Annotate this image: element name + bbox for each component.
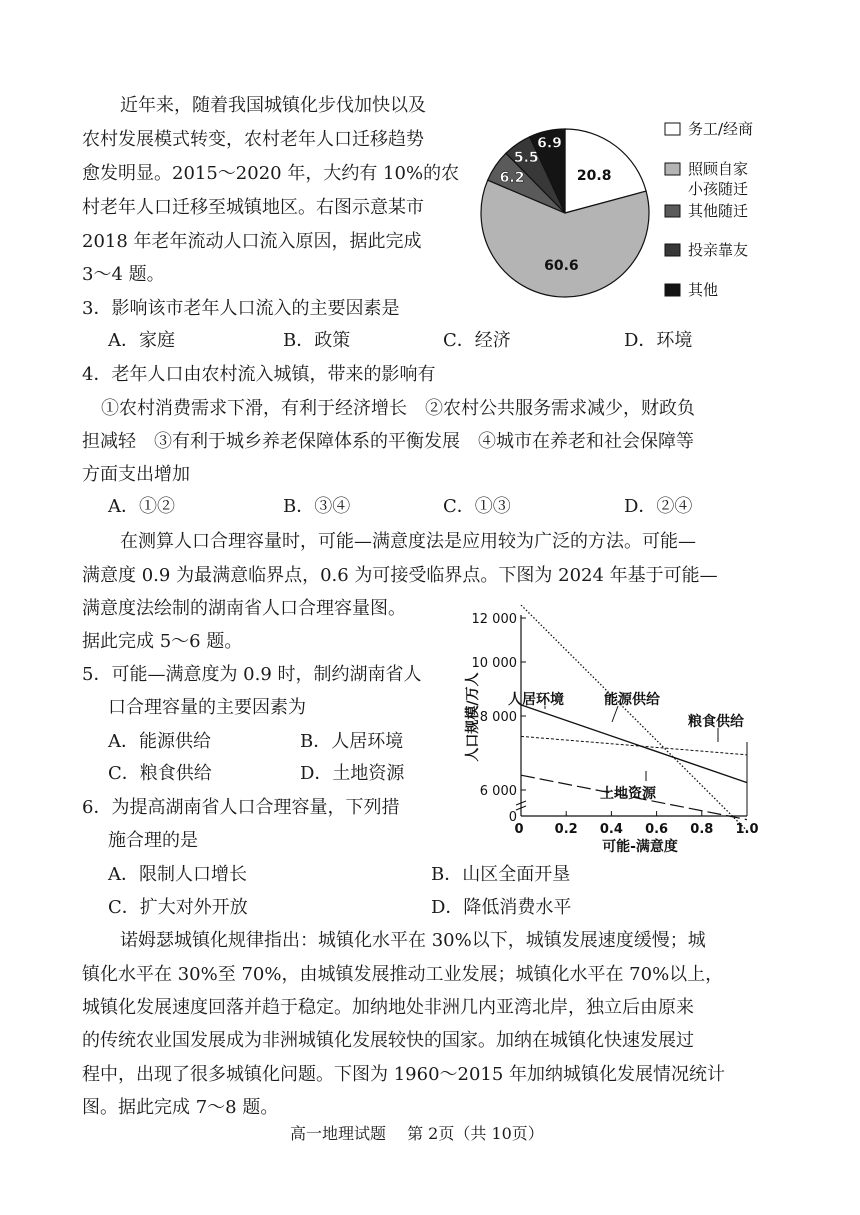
q4-body-line-1: ①农村消费需求下滑，有利于经济增长 ②农村公共服务需求减少，财政负: [101, 398, 695, 419]
q4-stem: 4．老年人口由农村流入城镇，带来的影响有: [82, 364, 436, 385]
intro3-line-1: 诺姆瑟城镇化规律指出：城镇化水平在 30%以下，城镇发展速度缓慢；城: [120, 930, 706, 951]
y-tick-label: 6 000: [479, 784, 517, 799]
intro2-line-2: 满意度 0.9 为最满意临界点，0.6 为可接受临界点。下图为 2024 年基于可能—: [82, 565, 718, 586]
x-tick-label: 1.0: [735, 822, 759, 837]
x-axis-label: 可能-满意度: [602, 839, 678, 855]
q3-stem: 3．影响该市老年人口流入的主要因素是: [82, 298, 400, 319]
series-label: 人居环境: [508, 692, 564, 708]
page-footer: 高一地理试题 第 2页（共 10页）: [290, 1124, 544, 1143]
intro2-line-1: 在测算人口合理容量时，可能—满意度法是应用较为广泛的方法。可能—: [120, 531, 696, 552]
intro1-line-4: 村老年人口迁移至城镇地区。右图示意某市: [82, 197, 424, 218]
pie-data-label: 6.2: [499, 170, 525, 187]
intro3-line-5: 程中，出现了很多城镇化问题。下图为 1960～2015 年加纳城镇化发展情况统计: [82, 1064, 726, 1085]
legend-swatch: [665, 284, 680, 296]
series-label: 能源供给: [604, 692, 660, 708]
q5-option-d[interactable]: D．土地资源: [300, 763, 405, 784]
q4-option-b[interactable]: B．③④: [283, 496, 351, 517]
legend-label: 小孩随迁: [688, 180, 749, 198]
y-tick-label: 12 000: [471, 612, 517, 627]
legend-swatch: [665, 123, 680, 135]
q5-option-c[interactable]: C．粮食供给: [108, 763, 212, 784]
intro1-line-2: 农村发展模式转变，农村老年人口迁移趋势: [82, 129, 424, 150]
x-tick-label: 0.8: [690, 822, 714, 837]
intro3-line-4: 的传统农业国发展成为非洲城镇化发展较快的国家。加纳在城镇化快速发展过: [82, 1030, 694, 1051]
x-tick-label: 0.2: [554, 822, 578, 837]
x-tick-label: 0: [514, 822, 524, 837]
q3-option-a[interactable]: A．家庭: [108, 330, 175, 351]
intro3-line-6: 图。据此完成 7～8 题。: [82, 1097, 279, 1118]
y-tick-label: 0: [508, 810, 517, 825]
legend-label: 务工/经商: [688, 120, 754, 138]
intro3-line-2: 镇化水平在 30%至 70%，由城镇发展推动工业发展；城镇化水平在 70%以上，: [82, 964, 724, 985]
pie-chart: [470, 108, 800, 318]
legend-swatch: [665, 163, 680, 175]
q6-option-c[interactable]: C．扩大对外开放: [108, 897, 248, 918]
q6-option-d[interactable]: D．降低消费水平: [431, 897, 572, 918]
y-tick-label: 8 000: [479, 710, 517, 725]
q4-body-line-3: 方面支出增加: [82, 464, 190, 485]
q5-stem-line-1: 5．可能—满意度为 0.9 时，制约湖南省人: [82, 664, 422, 685]
pie-data-label: 5.5: [513, 150, 539, 167]
q4-option-a[interactable]: A．①②: [108, 496, 175, 517]
series-label: 土地资源: [600, 786, 656, 802]
q6-stem-line-1: 6．为提高湖南省人口合理容量，下列措: [82, 797, 400, 818]
intro2-line-3: 满意度法绘制的湖南省人口合理容量图。: [82, 598, 406, 619]
y-tick-label: 10 000: [471, 656, 517, 671]
legend-label: 投亲靠友: [688, 241, 749, 259]
y-axis-label: 人口规模/万人: [465, 672, 481, 762]
pie-data-label: 60.6: [544, 257, 579, 274]
intro1-line-5: 2018 年老年流动人口流入原因，据此完成: [82, 231, 422, 252]
series-label: 粮食供给: [688, 714, 744, 730]
intro1-line-1: 近年来，随着我国城镇化步伐加快以及: [120, 95, 426, 116]
q6-option-b[interactable]: B．山区全面开垦: [431, 864, 571, 885]
series-line: [521, 736, 747, 755]
q4-option-c[interactable]: C．①③: [443, 496, 511, 517]
q5-stem-line-2: 口合理容量的主要因素为: [108, 697, 306, 718]
x-tick-label: 0.6: [645, 822, 669, 837]
legend-label: 其他: [688, 281, 719, 299]
legend-swatch: [665, 244, 680, 256]
legend-swatch: [665, 205, 680, 217]
q3-option-c[interactable]: C．经济: [443, 330, 511, 351]
q4-option-d[interactable]: D．②④: [624, 496, 693, 517]
x-tick-label: 0.4: [599, 822, 623, 837]
line-chart: [450, 605, 770, 860]
intro1-line-6: 3～4 题。: [82, 264, 165, 285]
legend-label: 其他随迁: [688, 202, 749, 220]
intro3-line-3: 城镇化发展速度回落并趋于稳定。加纳地处非洲几内亚湾北岸，独立后由原来: [82, 997, 694, 1018]
pie-data-label: 6.9: [537, 135, 562, 152]
intro1-line-3: 愈发明显。2015～2020 年，大约有 10%的农: [82, 163, 460, 184]
q5-option-b[interactable]: B．人居环境: [300, 731, 404, 752]
label-leader: [612, 706, 618, 722]
q4-body-line-2: 担减轻 ③有利于城乡养老保障体系的平衡发展 ④城市在养老和社会保障等: [82, 431, 694, 452]
q3-option-d[interactable]: D．环境: [624, 330, 693, 351]
legend-label: 照顾自家: [688, 160, 749, 178]
q3-option-b[interactable]: B．政策: [283, 330, 351, 351]
q6-stem-line-2: 施合理的是: [108, 830, 198, 851]
intro2-line-4: 据此完成 5～6 题。: [82, 631, 243, 652]
q6-option-a[interactable]: A．限制人口增长: [108, 864, 247, 885]
pie-data-label: 20.8: [576, 167, 612, 184]
q5-option-a[interactable]: A．能源供给: [108, 731, 211, 752]
